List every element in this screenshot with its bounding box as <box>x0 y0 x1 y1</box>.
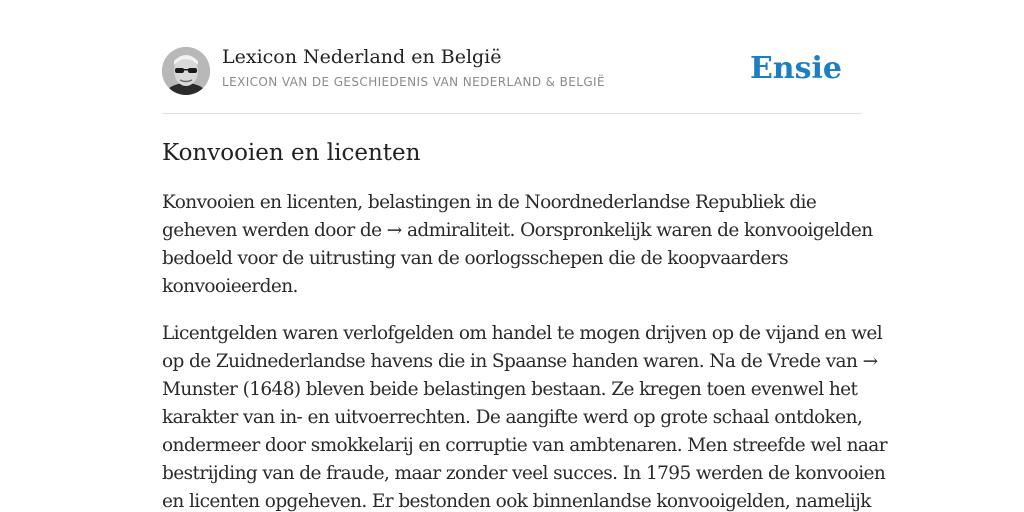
text-line: Licentgelden waren verlofgelden om handel te mogen drijven op de vijand en wel <box>162 323 883 344</box>
article-paragraph <box>162 320 887 512</box>
text-line: en licenten opgeheven. Er bestonden ook binnenlandse konvooigelden, namelijk <box>162 491 871 512</box>
text-line: Munster (1648) bleven beide belastingen bestaan. Ze kregen toen evenwel het <box>162 379 858 400</box>
text-line-with-link[interactable]: geheven werden door de → admiraliteit. Oorspronkelijk waren de konvooigelden <box>162 220 873 241</box>
author-photo-icon <box>162 47 210 95</box>
text-line-with-link[interactable]: op de Zuidnederlandse havens die in Spaanse handen waren. Na de Vrede van → <box>162 351 878 372</box>
site-subtitle: LEXICON VAN DE GESCHIEDENIS VAN NEDERLAND & BELGIË <box>222 75 605 89</box>
text-line: konvooieerden. <box>162 276 298 297</box>
site-header <box>162 0 862 114</box>
avatar[interactable] <box>162 47 210 95</box>
site-title[interactable]: Lexicon Nederland en België <box>222 46 502 68</box>
text-line: ondermeer door smokkelarij en corruptie van ambtenaren. Men streefde wel naar <box>162 435 887 456</box>
brand-logo[interactable]: Ensie <box>749 51 842 86</box>
text-line: bedoeld voor de uitrusting van de oorlogsschepen die de koopvaarders <box>162 248 789 269</box>
article-paragraph <box>162 189 872 301</box>
text-line: bestrijding van de fraude, maar zonder veel succes. In 1795 werden de konvooien <box>162 463 886 484</box>
page-title: Konvooien en licenten <box>162 140 421 166</box>
article-body <box>162 189 887 512</box>
page-container <box>162 0 887 512</box>
text-line: karakter van in- en uitvoerrechten. De aangifte werd op grote schaal ontdoken, <box>162 407 863 428</box>
text-line: Konvooien en licenten, belastingen in de Noordnederlandse Republiek die <box>162 192 817 213</box>
